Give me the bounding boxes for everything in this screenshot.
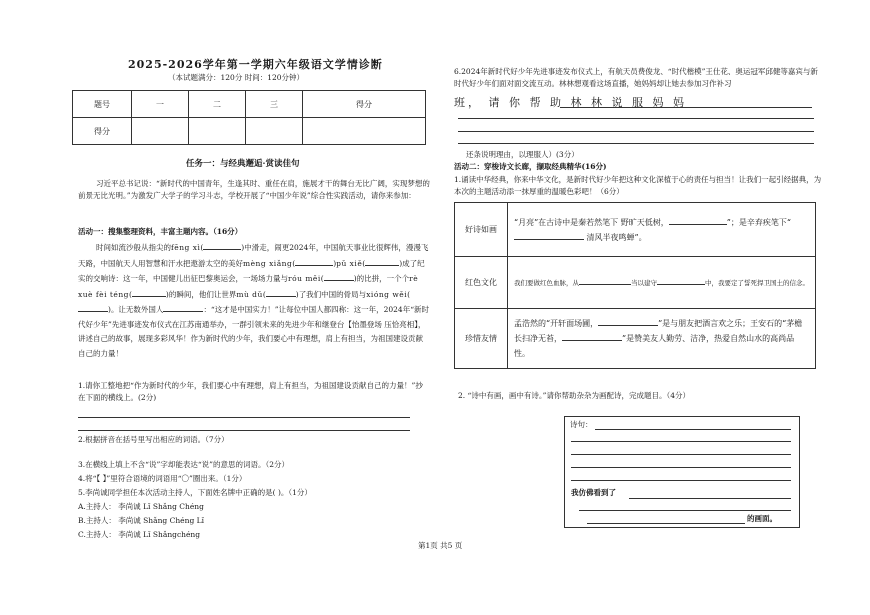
pinyin: xióng wěi [366,289,408,299]
row-text: 当以建守 [631,279,657,287]
question-5: 5.李尚诚同学担任本次活动主持人，下面姓名牌中正确的是( )。（1分） [78,488,312,497]
pinyin: rè xuè fèi téng [78,274,419,299]
row-text: 清风半夜鸣蝉”。 [584,232,647,242]
row-text: ”；是辛弃疾笔下“ [726,217,791,227]
answer-line[interactable] [579,510,791,511]
task1-intro: 习近平总书记说：“新时代的中国青年，生逢其时、重任在肩，施展才干的舞台无比广阔，实现梦想的前景无比光明。”为激发广大学子的学习斗志，学校开展了“中国少年说”综合性实践活动，请你来参加： [78,179,430,200]
passage-text: ：“这才是中国实力！”让每位中国人都四称：这一年，2024年“新时代好少年”先进事迹发布仪式在江苏南通举办，一群引领未来的先进少年和继登台【怡墨登场 压恰亮相】，讲述自己的故事，展现多彩风华！作为新时代的少年，我们要心中有理想，肩上有担当，为祖国建设贡献自己的力量！ [78,305,430,358]
answer-blank[interactable] [365,256,399,266]
imagine-label: 我仿佛看到了 [571,488,616,497]
answer-line[interactable] [571,441,791,442]
score-cell[interactable] [246,118,303,145]
painting-label: 的画面。 [747,514,777,523]
answer-line[interactable] [458,143,814,144]
answer-line[interactable] [458,118,814,119]
row-text: ”是与朋友把酒言欢之乐；王安石的“茅檐长扫净无苔， [514,319,803,343]
activity2-title: 活动二：穿梭诗文长廊，撷取经典精华(16分) [454,162,607,171]
pinyin: pǔ xiě [336,258,363,268]
answer-line[interactable] [571,454,791,455]
passage-text: 。让无数外国人 [110,305,164,314]
option-b[interactable]: B.主持人： 李尚诚 Shǎng Chéng Lǐ [78,516,205,525]
row-content [508,257,816,309]
passage-text: 的瞬间，他们让世界 [168,289,237,299]
score-header-cell: 题号 [73,91,132,118]
row-label: 珍惜友情 [455,309,508,369]
passage-text: 中滑走，闹更2024年，中国航天事业比很辉伟，漫漫飞天路，中国航天人用智慧和汗水把遨游太空的美好 [78,243,429,268]
question-2: 2.根据拼音在括号里写出相应的词语。（7分） [78,435,229,444]
answer-line[interactable] [629,498,791,499]
answer-line[interactable] [587,523,745,524]
question-6-spaced: 班， 请 你 帮 助 林 林 说 服 妈 妈 [454,96,687,109]
score-header-cell: 一 [132,91,189,118]
answer-blank[interactable] [514,230,584,240]
row-label: 红色文化 [455,257,508,309]
row-text: 我们要做红色血脉，从 [514,279,579,287]
passage-text: 的比拼，一个个 [356,274,410,283]
answer-blank[interactable] [562,331,622,341]
row-label: 好诗如画 [455,203,508,257]
pinyin: fēng xì [171,243,201,252]
page-title: 2025-2026学年第一学期六年级语文学情诊断 [128,58,383,71]
answer-blank[interactable] [266,287,296,297]
passage-text: 了我们中国的骨局与 [298,289,367,299]
exam-info: （本试题满分：120分 时间：120分钟） [168,73,305,82]
answer-line[interactable] [458,131,814,132]
score-header-cell: 二 [189,91,246,118]
answer-line[interactable] [78,430,410,431]
question-3: 3.在横线上填上不含“说”字却能表达“说”的意思的词语。（2分） [78,460,290,469]
score-header-cell: 三 [246,91,303,118]
score-header-cell: 得分 [303,91,426,118]
literature-table [454,202,816,369]
score-cell[interactable] [303,118,426,145]
task1-title: 任务一：与经典邂逅·赏读佳句 [186,159,300,169]
passage-text: 成了纪实的交响诗：这一年，中国健儿出征巴黎奥运会，一场场力量与 [78,258,425,283]
page-footer: 第1页 共5 页 [418,541,463,550]
answer-blank[interactable] [579,275,631,285]
answer-blank[interactable] [669,215,727,225]
answer-line[interactable] [560,107,812,108]
row-content [508,309,816,369]
pinyin: mù dǔ [236,289,263,299]
poem-label: 诗句： [570,420,593,429]
score-row-label: 得分 [73,118,132,145]
option-c[interactable]: C.主持人： 李尚诚 Lǐ Shǎngchéng [78,530,201,539]
answer-line[interactable] [571,467,791,468]
score-cell[interactable] [132,118,189,145]
row-text: 孟浩然的“开轩面场圃， [514,319,599,328]
option-a[interactable]: A.主持人： 李尚诚 Lǐ Shǎng Chéng [78,502,204,511]
activity1-title: 活动一：搜集整理资料，丰富主题内容。（16分） [78,227,243,236]
answer-blank[interactable] [324,271,354,281]
answer-line[interactable] [571,480,791,481]
answer-line[interactable] [78,417,410,418]
row-text: “月亮”在古诗中是秦若然笔下 野旷天低树， [514,217,669,227]
question-6-note: 还条说明理由，以理服人）(3分） [466,150,579,159]
passage-text: 时间如流沙般从指尖的 [96,243,171,252]
poem-question: 2. “诗中有画，画中有诗。”请你帮助杂杂为画配诗，完成题目。（4分） [458,391,690,400]
poem-answer-box [564,416,800,528]
row-text: 中，我要定了誓死捍卫国土的信念。 [705,279,809,287]
row-text: ”是赞美友人勤劳、洁净，热爱自然山水的高尚品性。 [514,334,795,358]
score-cell[interactable] [189,118,246,145]
answer-blank[interactable] [657,275,705,285]
answer-blank[interactable] [132,287,166,297]
pinyin: mèng xiǎng [243,258,293,268]
passage: 时间如流沙般从指尖的fēng xì( )中滑走，闹更2024年，中国航天事业比很辉伟，漫漫飞天路，中国航天人用智慧和汗水把遨游太空的美好mèng xiǎng( )pǔ xiě( )成了纪实的交响诗：这一年，中国健儿出征巴黎奥运会，一场场力量与róu měi( )的比拼，一个个rè xuè fèi téng( )的瞬间，他们让世界mù dǔ( )了我们中国的骨局与xióng wěi()。让无数外国人 ：“这才是中国实力！”让每位中国人都四称：这一年，2024年“新时代好少年”先进事迹发布仪式在江苏南通举办，一群引领未来的先进少年和继登台【怡墨登场 压恰亮相】，讲述自己的故事，展现多彩风华！作为新时代的少年，我们要心中有理想，肩上有担当，为祖国建设贡献自己的力量！ [78,240,430,361]
answer-line[interactable] [595,429,791,430]
answer-blank[interactable] [598,316,658,326]
question-1: 1.请你工整地把“作为新时代的少年，我们要心中有理想，肩上有担当，为祖国建设贡献自己的力量！”抄在下面的横线上。(2分) [78,381,423,402]
answer-blank[interactable] [295,256,333,266]
question-4: 4.将“【 】”里符合语境的词语用“〇”圈出来。（1分） [78,474,247,483]
row-content [508,203,816,257]
pinyin: róu měi [288,274,321,283]
answer-blank[interactable] [163,302,203,312]
score-table [72,90,426,145]
activity2-intro: 1.诵读中华经典，你来中华文化，是新时代好少年把这种文化深植于心的责任与担当！让我们一起引经据典，为本次的主题活动添一抹厚重的温暖色彩吧！（6分） [454,175,822,196]
question-6: 6.2024年新时代好少年先进事迹发布仪式上，有航天员费俊龙、“时代楷模”王仕花、奥运冠军邱健等嘉宾与新时代好少年们面对面交流互动。林林想观看这场直播，她妈妈却让她去参加习作补习 [454,67,818,88]
answer-blank[interactable] [78,302,108,312]
answer-blank[interactable] [203,240,241,250]
